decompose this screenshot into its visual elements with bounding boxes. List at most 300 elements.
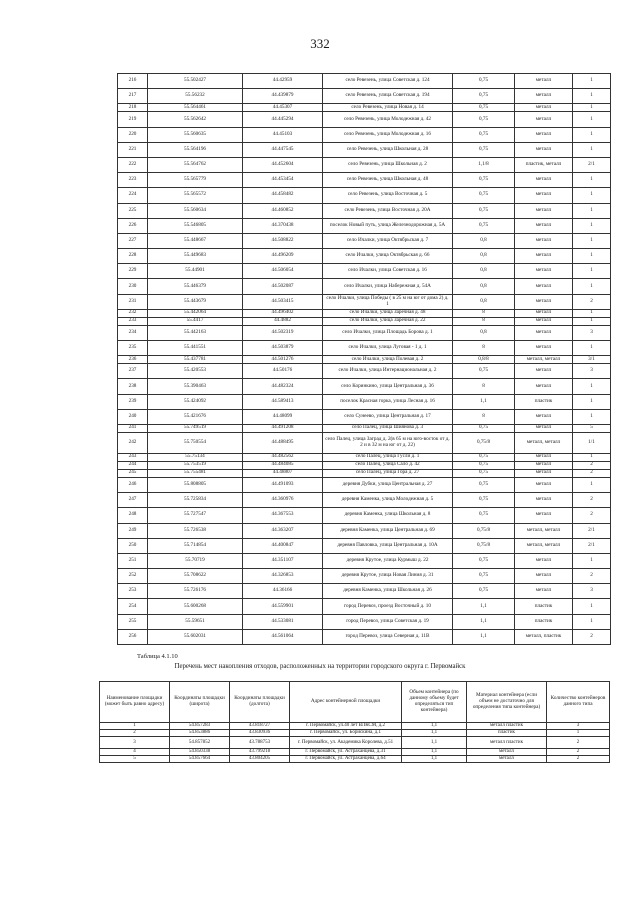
cell-address: г. Первомайск, ул.40 лет ВЛКСМ, д.2 xyxy=(290,723,402,730)
cell-volume: 0,75 xyxy=(453,173,515,188)
cell-latitude: 55.44901 xyxy=(148,264,243,279)
table-row xyxy=(118,188,611,203)
cell-latitude: 55.564461 xyxy=(148,104,243,112)
cell-latitude: 55.448667 xyxy=(148,233,243,248)
col-header-volume: Объем контейнера (по данному объему будет определяться тип контейнера) xyxy=(402,682,467,723)
cell-address: г. Первомайск, ул. Астраханцева, д.64 xyxy=(290,756,402,763)
cell-latitude: 55.502427 xyxy=(148,74,243,89)
table-row xyxy=(118,461,611,469)
cell-longitude: 44.460852 xyxy=(243,203,323,218)
cell-latitude: 54.857664 xyxy=(170,756,230,763)
table-row xyxy=(118,317,611,325)
table-row xyxy=(118,477,611,492)
cell-longitude: 44.491093 xyxy=(243,477,323,492)
table-row xyxy=(118,264,611,279)
cell-longitude: 44.363207 xyxy=(243,523,323,538)
cell-material: металл xyxy=(515,173,573,188)
cell-volume: 0,75 xyxy=(453,477,515,492)
cell-latitude: 55.714854 xyxy=(148,538,243,553)
cell-volume: 8 xyxy=(453,317,515,325)
cell-latitude: 55.753519 xyxy=(148,461,243,469)
table-row xyxy=(118,279,611,294)
cell-material: металл xyxy=(467,749,547,756)
cell-address: село Сунеево, улица Центральная д. 17 xyxy=(323,409,453,424)
table-row xyxy=(118,233,611,248)
table-row xyxy=(118,629,611,644)
cell-count: 1 xyxy=(573,218,611,233)
table-row xyxy=(118,89,611,104)
cell-longitude: 44.4882 xyxy=(243,317,323,325)
cell-address: село Палец, улица Гусли д. 1 xyxy=(323,453,453,461)
cell-address: село Ичалки, улица Полевая д. 2 xyxy=(323,356,453,364)
cell-longitude: 44.36166 xyxy=(243,584,323,599)
cell-material: металл xyxy=(515,493,573,508)
cell-count: 3 xyxy=(573,584,611,599)
cell-latitude: 55.546805 xyxy=(148,218,243,233)
table-row xyxy=(118,409,611,424)
cell-material: металл xyxy=(515,364,573,379)
cell-count: 1/1 xyxy=(573,432,611,453)
cell-volume: 0,75 xyxy=(453,74,515,89)
table-row xyxy=(118,569,611,584)
cell-latitude: 55.449683 xyxy=(148,249,243,264)
cell-volume: 0,75/8 xyxy=(453,432,515,453)
cell-latitude: 55.726176 xyxy=(148,584,243,599)
cell-count: 2 xyxy=(573,508,611,523)
cell-longitude: 44.503879 xyxy=(243,341,323,356)
table-row xyxy=(118,453,611,461)
cell-address: село Ревезень, улица Молодежная д. 42 xyxy=(323,112,453,127)
cell-number: 233 xyxy=(118,317,148,325)
cell-address: село Палец, улица Гора д. 27 xyxy=(323,469,453,477)
cell-longitude: 44.484085 xyxy=(243,461,323,469)
cell-volume: 0,75 xyxy=(453,364,515,379)
table-row xyxy=(118,394,611,409)
table-row xyxy=(118,493,611,508)
cell-material: металл xyxy=(515,264,573,279)
cell-count: 1 xyxy=(573,477,611,492)
cell-longitude: 44.506054 xyxy=(243,264,323,279)
cell-volume: 8 xyxy=(453,341,515,356)
cell-address: поселок Новый путь, улица Железнодорожная д. 5А xyxy=(323,218,453,233)
cell-volume: 0,8 xyxy=(453,249,515,264)
cell-count: 5 xyxy=(573,424,611,432)
table-row xyxy=(118,249,611,264)
cell-count: 1 xyxy=(573,127,611,142)
cell-number: 1 xyxy=(100,723,170,730)
cell-address: село Ичалки, улица Советская д. 16 xyxy=(323,264,453,279)
cell-latitude: 55.4417 xyxy=(148,317,243,325)
cell-number: 240 xyxy=(118,409,148,424)
cell-volume: 0,75 xyxy=(453,584,515,599)
cell-material: металл xyxy=(515,409,573,424)
cell-address: город Перевоз, улица Северная д. 11В xyxy=(323,629,453,644)
cell-address: село Палец, улица Шиянова д. 3 xyxy=(323,424,453,432)
table-row xyxy=(118,364,611,379)
cell-address: поселок Красная горка, улица Лесная д. 16 xyxy=(323,394,453,409)
cell-count: 1 xyxy=(573,409,611,424)
cell-longitude: 44.351107 xyxy=(243,553,323,568)
cell-count: 1 xyxy=(573,173,611,188)
table-row xyxy=(118,469,611,477)
cell-number: 5 xyxy=(100,756,170,763)
cell-count: 3/1 xyxy=(573,356,611,364)
cell-latitude: 55.424092 xyxy=(148,394,243,409)
cell-material: металл xyxy=(515,325,573,340)
table-caption: Таблица 4.1.10 xyxy=(137,653,178,660)
cell-latitude: 55.755481 xyxy=(148,469,243,477)
cell-latitude: 55.749519 xyxy=(148,424,243,432)
cell-latitude: 55.750554 xyxy=(148,432,243,453)
cell-longitude: 44.503415 xyxy=(243,294,323,309)
cell-volume: 0,75 xyxy=(453,203,515,218)
cell-latitude: 55.437781 xyxy=(148,356,243,364)
cell-count: 1 xyxy=(573,309,611,317)
cell-count: 1 xyxy=(573,599,611,614)
cell-number: 220 xyxy=(118,127,148,142)
cell-address: село Ичалки, улица Октябрьская д. 66 xyxy=(323,249,453,264)
cell-address: деревня Каменка, улица Центральная д. 69 xyxy=(323,523,453,538)
cell-count: 1 xyxy=(573,614,611,629)
cell-address: село Ревезень, улица Новая д. 14 xyxy=(323,104,453,112)
cell-number: 229 xyxy=(118,264,148,279)
cell-number: 219 xyxy=(118,112,148,127)
cell-material: металл, металл xyxy=(515,356,573,364)
cell-count: 1 xyxy=(573,89,611,104)
cell-number: 246 xyxy=(118,477,148,492)
cell-count: 1 xyxy=(573,317,611,325)
cell-number: 232 xyxy=(118,309,148,317)
cell-latitude: 55.727547 xyxy=(148,508,243,523)
table-row xyxy=(118,379,611,394)
col-header-count: Количество контейнеров данного типа xyxy=(547,682,610,723)
cell-material: металл, металл xyxy=(515,538,573,553)
cell-number: 241 xyxy=(118,424,148,432)
cell-volume: 0,8 xyxy=(453,264,515,279)
table-row xyxy=(118,74,611,89)
cell-address: село Ичалки, улица Победы ( в 25 м на юг от дома 2) д. 1 xyxy=(323,294,453,309)
table-row xyxy=(100,737,610,749)
cell-latitude: 55.441551 xyxy=(148,341,243,356)
cell-latitude: 55.562642 xyxy=(148,112,243,127)
cell-longitude: 44.50176 xyxy=(243,364,323,379)
cell-number: 228 xyxy=(118,249,148,264)
cell-address: деревня Каменка, улица Школьная д. 8 xyxy=(323,508,453,523)
cell-material: металл xyxy=(515,104,573,112)
cell-number: 225 xyxy=(118,203,148,218)
cell-address: село Коринкино, улица Центральная д. 36 xyxy=(323,379,453,394)
cell-latitude: 55.726538 xyxy=(148,523,243,538)
cell-material: металл xyxy=(515,233,573,248)
cell-material: металл xyxy=(515,294,573,309)
cell-latitude: 55.442163 xyxy=(148,325,243,340)
table-row xyxy=(100,730,610,737)
cell-material: металл xyxy=(515,341,573,356)
cell-address: деревня Павловка, улица Центральная д. 10А xyxy=(323,538,453,553)
cell-number: 254 xyxy=(118,599,148,614)
cell-number: 221 xyxy=(118,142,148,157)
cell-volume: 0,75 xyxy=(453,424,515,432)
cell-number: 245 xyxy=(118,469,148,477)
cell-address: деревня Крутое, улица Новая Линия д. 31 xyxy=(323,569,453,584)
cell-material: металл xyxy=(515,279,573,294)
table-row xyxy=(118,432,611,453)
cell-count: 2 xyxy=(573,294,611,309)
cell-count: 2 xyxy=(547,756,610,763)
cell-count: 1 xyxy=(573,379,611,394)
cell-count: 2 xyxy=(547,737,610,749)
cell-latitude: 55.421676 xyxy=(148,409,243,424)
cell-latitude: 55.390463 xyxy=(148,379,243,394)
cell-longitude: 44.496209 xyxy=(243,249,323,264)
cell-material: металл xyxy=(515,112,573,127)
cell-latitude: 55.564762 xyxy=(148,157,243,172)
cell-volume: 0,75 xyxy=(453,142,515,157)
cell-address: г. Первомайск, ул. Академика Королева, д.51 xyxy=(290,737,402,749)
cell-longitude: 44.453454 xyxy=(243,173,323,188)
cell-address: город Перевоз, улица Советская д. 19 xyxy=(323,614,453,629)
table-row xyxy=(118,203,611,218)
cell-number: 2 xyxy=(100,730,170,737)
cell-longitude: 44.42959 xyxy=(243,74,323,89)
cell-latitude: 55.560634 xyxy=(148,203,243,218)
cell-number: 249 xyxy=(118,523,148,538)
cell-longitude: 44.533081 xyxy=(243,614,323,629)
cell-material: металл xyxy=(515,218,573,233)
cell-number: 231 xyxy=(118,294,148,309)
cell-latitude: 55.565572 xyxy=(148,188,243,203)
cell-address: город Перевоз, проезд Восточный д. 10 xyxy=(323,599,453,614)
cell-volume: 0,75 xyxy=(453,461,515,469)
cell-count: 1 xyxy=(573,264,611,279)
cell-longitude: 44.458482 xyxy=(243,188,323,203)
cell-longitude: 44.439879 xyxy=(243,89,323,104)
cell-latitude: 54.853886 xyxy=(170,730,230,737)
cell-volume: 8 xyxy=(453,379,515,394)
cell-volume: 0,75 xyxy=(453,508,515,523)
cell-material: металл xyxy=(515,453,573,461)
cell-material: металл xyxy=(467,756,547,763)
cell-latitude: 55.75134 xyxy=(148,453,243,461)
cell-latitude: 55.600268 xyxy=(148,599,243,614)
table-row xyxy=(100,756,610,763)
cell-longitude: 44.45307 xyxy=(243,104,323,112)
cell-number: 248 xyxy=(118,508,148,523)
cell-count: 3 xyxy=(573,364,611,379)
cell-material: металл xyxy=(515,203,573,218)
cell-number: 242 xyxy=(118,432,148,453)
cell-volume: 1,1 xyxy=(402,756,467,763)
cell-material: пластик xyxy=(467,730,547,737)
table-row xyxy=(118,341,611,356)
cell-address: село Ичалки, улица Площадь Борова д. 1 xyxy=(323,325,453,340)
cell-number: 253 xyxy=(118,584,148,599)
cell-latitude: 55.443679 xyxy=(148,294,243,309)
cell-material: металл xyxy=(515,469,573,477)
cell-number: 239 xyxy=(118,394,148,409)
cell-volume: 0,75 xyxy=(453,112,515,127)
cell-material: металл xyxy=(515,317,573,325)
cell-count: 2 xyxy=(573,569,611,584)
cell-latitude: 55.446379 xyxy=(148,279,243,294)
cell-number: 243 xyxy=(118,453,148,461)
cell-count: 1 xyxy=(573,203,611,218)
cell-count: 1 xyxy=(573,394,611,409)
cell-count: 1 xyxy=(573,74,611,89)
cell-number: 224 xyxy=(118,188,148,203)
cell-latitude: 55.59651 xyxy=(148,614,243,629)
cell-address: село Ревезень, улица Восточная д. 20А xyxy=(323,203,453,218)
cell-volume: 0,75 xyxy=(453,553,515,568)
cell-volume: 0,75 xyxy=(453,453,515,461)
cell-volume: 0,75 xyxy=(453,188,515,203)
cell-count: 1 xyxy=(573,233,611,248)
cell-volume: 1,1 xyxy=(402,737,467,749)
cell-latitude: 55.560635 xyxy=(148,127,243,142)
cell-volume: 1,1 xyxy=(402,749,467,756)
cell-address: деревня Крутое, улица Курмыш д. 22 xyxy=(323,553,453,568)
cell-number: 251 xyxy=(118,553,148,568)
cell-material: металл xyxy=(515,309,573,317)
table-row xyxy=(118,112,611,127)
cell-longitude: 44.559901 xyxy=(243,599,323,614)
cell-volume: 1,1 xyxy=(453,614,515,629)
cell-material: металл xyxy=(515,127,573,142)
cell-number: 255 xyxy=(118,614,148,629)
cell-number: 250 xyxy=(118,538,148,553)
table-row xyxy=(118,104,611,112)
cell-number: 216 xyxy=(118,74,148,89)
col-header-address: Адрес контейнерной площадки xyxy=(290,682,402,723)
cell-longitude: 44.561064 xyxy=(243,629,323,644)
cell-number: 3 xyxy=(100,737,170,749)
cell-latitude: 55.565779 xyxy=(148,173,243,188)
cell-count: 2/1 xyxy=(573,157,611,172)
cell-material: пластик, металл xyxy=(515,157,573,172)
cell-longitude: 44.360976 xyxy=(243,493,323,508)
cell-longitude: 44.502319 xyxy=(243,325,323,340)
table-row xyxy=(118,599,611,614)
cell-longitude: 44.482562 xyxy=(243,453,323,461)
cell-longitude: 44.45103 xyxy=(243,127,323,142)
cell-material: металл xyxy=(515,188,573,203)
page-number: 332 xyxy=(310,36,330,51)
cell-address: село Ревезень, улица Советская д. 194 xyxy=(323,89,453,104)
cell-longitude: 43.804205 xyxy=(230,756,290,763)
cell-address: г. Первомайск, ул. Астраханцева, д.31 xyxy=(290,749,402,756)
cell-material: металл пластик xyxy=(467,723,547,730)
cell-material: металл, пластик xyxy=(515,629,573,644)
table-row xyxy=(100,749,610,756)
cell-address: село Ревезень, улица Восточная д. 5 xyxy=(323,188,453,203)
cell-count: 2/1 xyxy=(573,538,611,553)
cell-material: металл xyxy=(515,569,573,584)
cell-count: 1 xyxy=(573,104,611,112)
cell-material: металл xyxy=(515,142,573,157)
cell-volume: 0,75 xyxy=(453,127,515,142)
cell-count: 1 xyxy=(573,249,611,264)
cell-latitude: 55.56232 xyxy=(148,89,243,104)
cell-volume: 0,75 xyxy=(453,104,515,112)
cell-latitude: 55.602031 xyxy=(148,629,243,644)
cell-material: металл xyxy=(515,89,573,104)
cell-number: 4 xyxy=(100,749,170,756)
cell-number: 236 xyxy=(118,356,148,364)
table-row xyxy=(118,218,611,233)
cell-volume: 0,8 xyxy=(453,325,515,340)
table-row xyxy=(118,584,611,599)
cell-longitude: 44.400847 xyxy=(243,538,323,553)
cell-volume: 8 xyxy=(453,309,515,317)
table-row xyxy=(118,309,611,317)
col-header-name: Наименование площадки (может быть равно адресу) xyxy=(100,682,170,723)
cell-address: село Ревезень, улица Советская д. 124 xyxy=(323,74,453,89)
cell-count: 2 xyxy=(573,493,611,508)
table-row xyxy=(118,325,611,340)
cell-longitude: 44.496402 xyxy=(243,309,323,317)
cell-material: металл xyxy=(515,74,573,89)
cell-volume: 1,1 xyxy=(453,599,515,614)
cell-number: 238 xyxy=(118,379,148,394)
table-row xyxy=(100,723,610,730)
cell-material: металл, металл xyxy=(515,432,573,453)
cell-volume: 0,75 xyxy=(453,89,515,104)
cell-count: 2 xyxy=(573,469,611,477)
table-heading: Перечень мест накопления отходов, расположенных на территории городского округа г. Первомайск xyxy=(174,663,466,670)
cell-count: 1 xyxy=(573,112,611,127)
cell-material: металл xyxy=(515,508,573,523)
cell-address: село Ичалки, улица Луговая - 1 д. 1 xyxy=(323,341,453,356)
cell-volume: 0,8 xyxy=(453,279,515,294)
cell-longitude: 43.830936 xyxy=(230,730,290,737)
cell-number: 252 xyxy=(118,569,148,584)
cell-latitude: 54.857283 xyxy=(170,723,230,730)
cell-count: 1 xyxy=(573,188,611,203)
cell-count: 1 xyxy=(573,553,611,568)
cell-number: 223 xyxy=(118,173,148,188)
cell-longitude: 44.452604 xyxy=(243,157,323,172)
cell-number: 218 xyxy=(118,104,148,112)
cell-count: 1 xyxy=(573,142,611,157)
cell-longitude: 44.508822 xyxy=(243,233,323,248)
cell-volume: 0,75/8 xyxy=(453,538,515,553)
cell-volume: 0,8 xyxy=(453,233,515,248)
table-row xyxy=(118,356,611,364)
table-row xyxy=(118,508,611,523)
cell-latitude: 55.420553 xyxy=(148,364,243,379)
cell-longitude: 44.589413 xyxy=(243,394,323,409)
cell-latitude: 55.564196 xyxy=(148,142,243,157)
cell-material: металл xyxy=(515,461,573,469)
cell-longitude: 44.326853 xyxy=(243,569,323,584)
table-row xyxy=(118,523,611,538)
cell-volume: 8 xyxy=(453,409,515,424)
cell-longitude: 44.501276 xyxy=(243,356,323,364)
cell-longitude: 44.482324 xyxy=(243,379,323,394)
cell-material: металл xyxy=(515,477,573,492)
cell-volume: 0,75/8 xyxy=(453,523,515,538)
cell-number: 230 xyxy=(118,279,148,294)
cell-count: 3 xyxy=(573,325,611,340)
cell-material: металл xyxy=(515,584,573,599)
cell-volume: 0,75 xyxy=(453,218,515,233)
cell-volume: 0,75 xyxy=(453,493,515,508)
cell-material: металл xyxy=(515,553,573,568)
col-header-lon: Координаты площадки (долгота) xyxy=(230,682,290,723)
cell-count: 1 xyxy=(573,341,611,356)
cell-material: металл xyxy=(515,424,573,432)
cell-longitude: 44.502087 xyxy=(243,279,323,294)
